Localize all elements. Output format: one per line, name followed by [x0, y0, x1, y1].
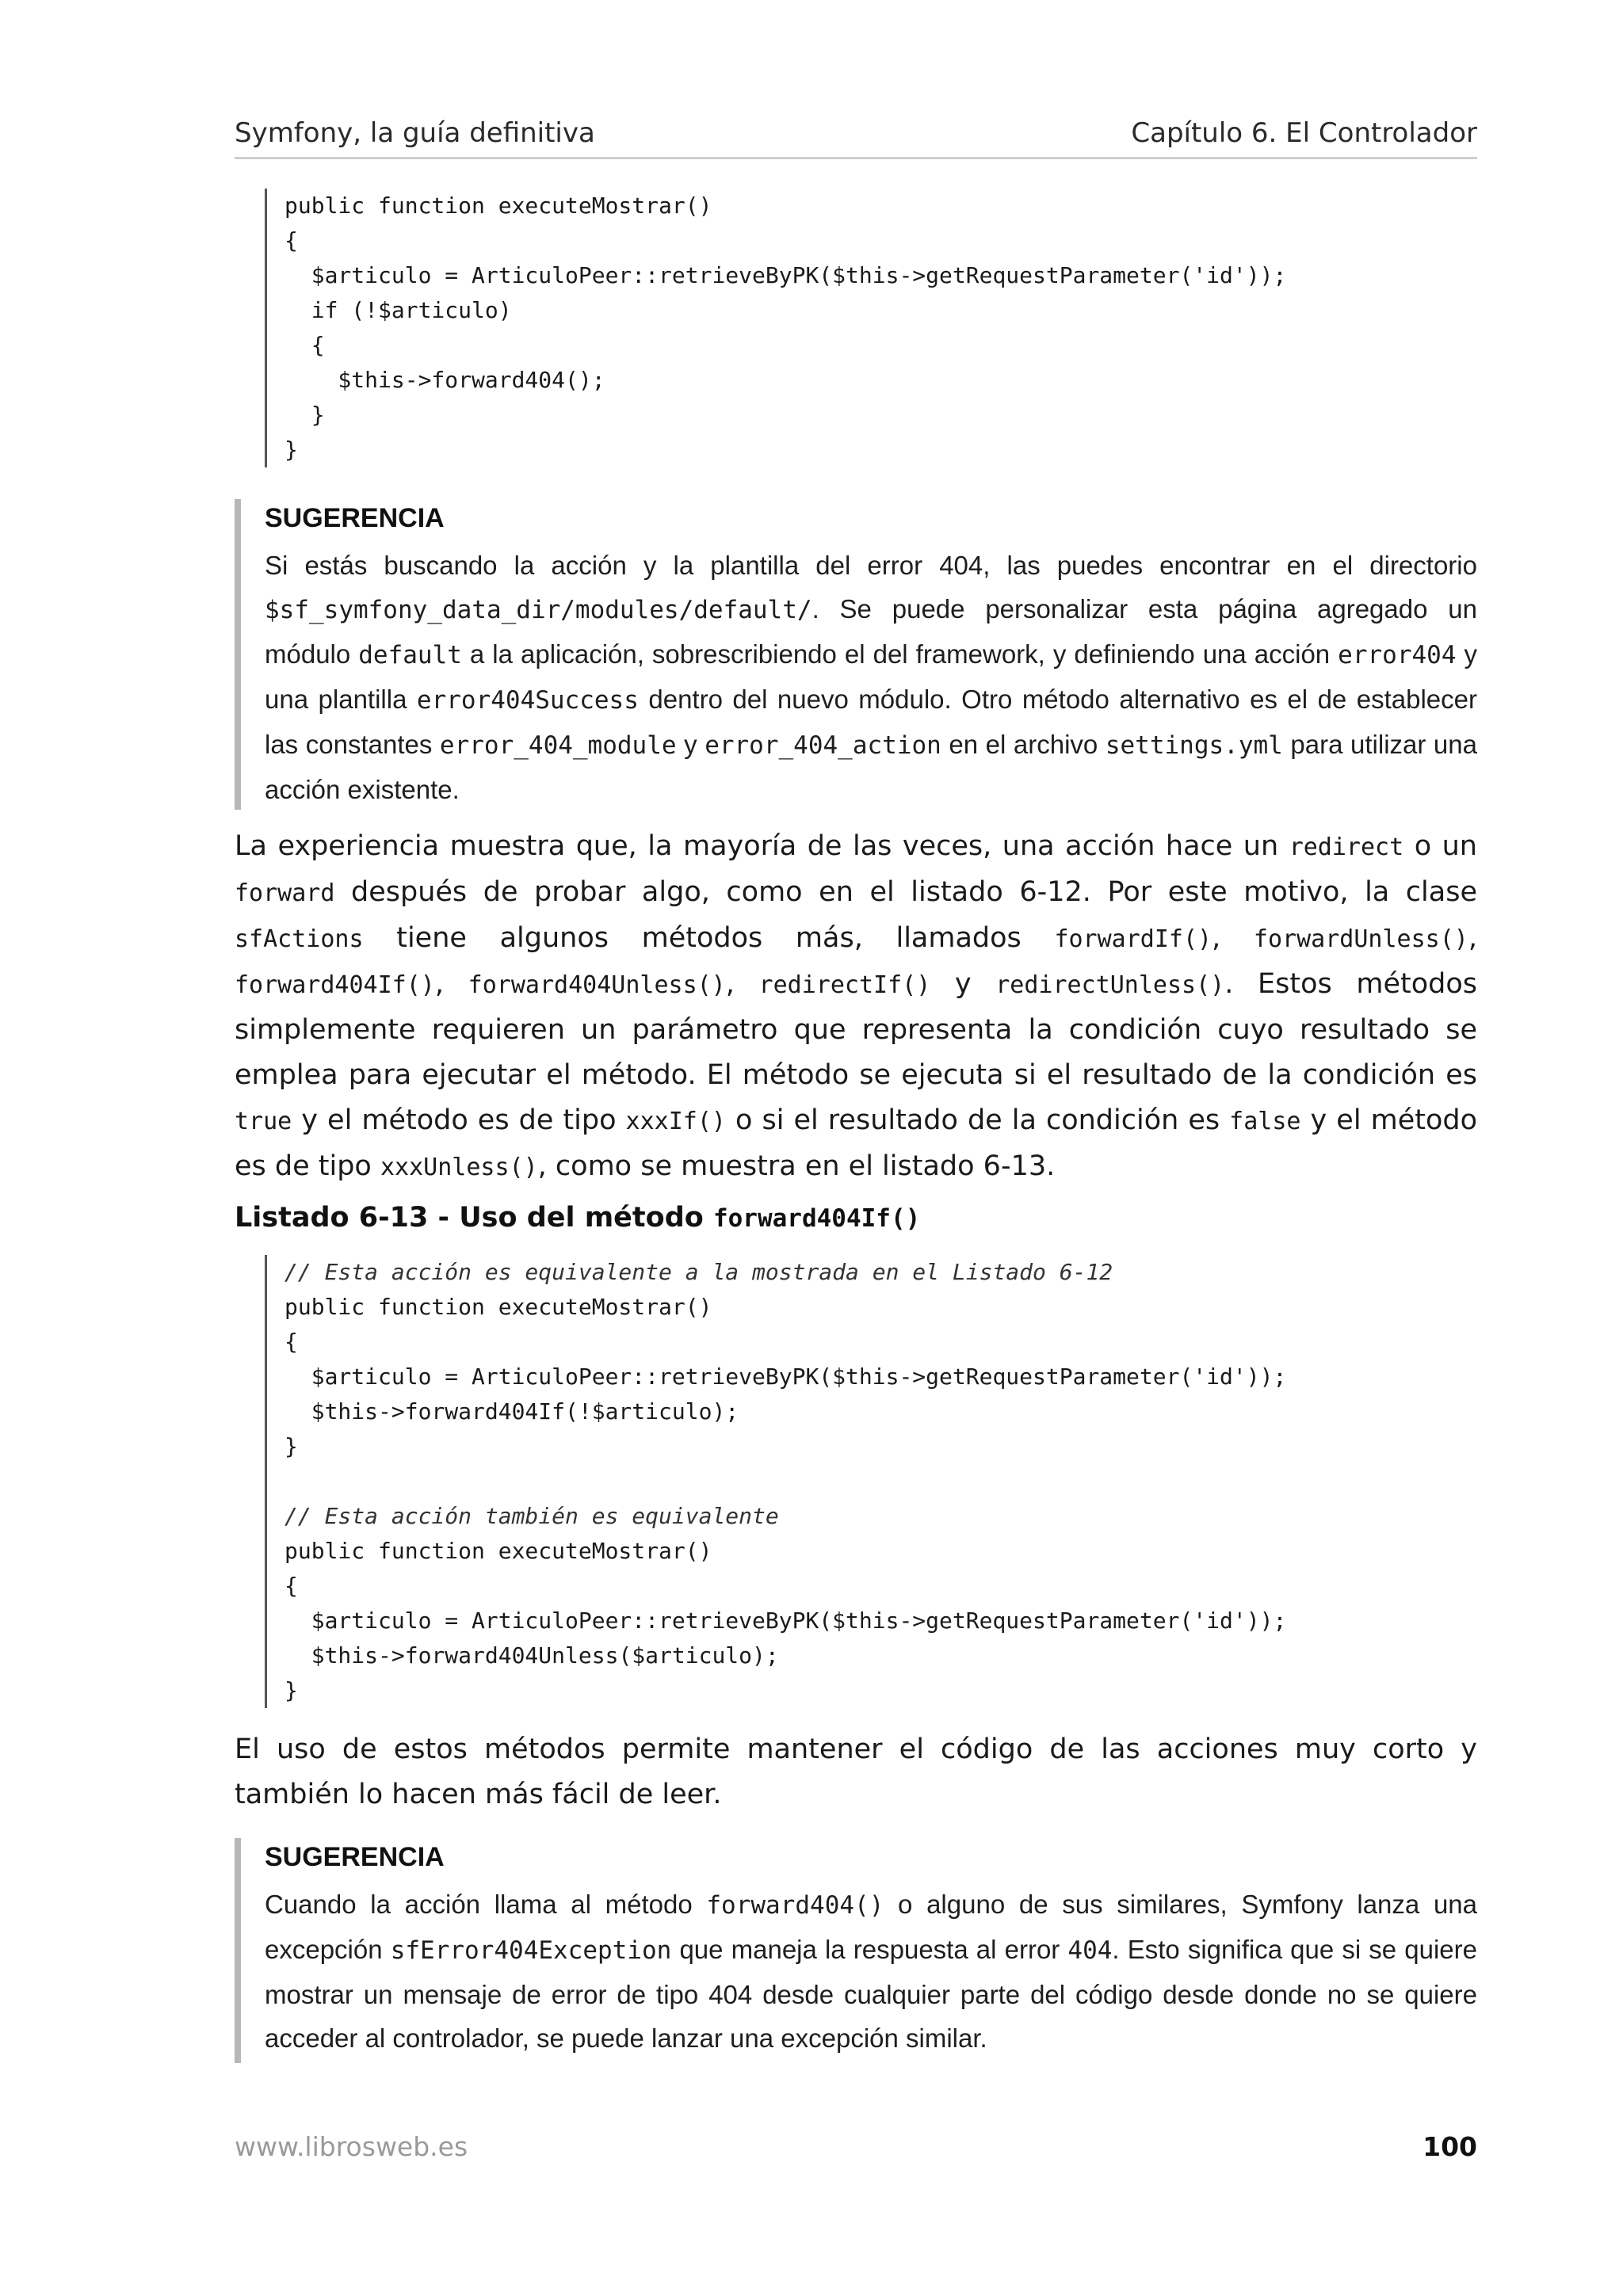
code-line: $this->forward404Unless($articulo);: [285, 1642, 779, 1669]
code-comment: // Esta acción es equivalente a la mostrada en el Listado 6-12: [285, 1259, 1113, 1285]
code-comment: // Esta acción también es equivalente: [285, 1503, 779, 1529]
code-line: $articulo = ArticuloPeer::retrieveByPK($this->getRequestParameter('id'));: [285, 1608, 1287, 1634]
listing-title: Listado 6-13 - Uso del método forward404If(): [235, 1202, 921, 1234]
site-url[interactable]: www.librosweb.es: [235, 2131, 468, 2162]
book-title: Symfony, la guía definitiva: [235, 117, 595, 149]
chapter-title: Capítulo 6. El Controlador: [1131, 117, 1477, 149]
tip-box: [235, 1838, 1477, 2063]
code-line: public function executeMostrar(): [285, 1294, 712, 1320]
code-line: {: [285, 332, 325, 358]
code-line: {: [285, 227, 298, 254]
code-line: $articulo = ArticuloPeer::retrieveByPK($this->getRequestParameter('id'));: [285, 262, 1287, 288]
code-line: if (!$articulo): [285, 297, 512, 323]
page-footer: [235, 2131, 1477, 2171]
code-line: }: [285, 1677, 298, 1703]
tip-text: Cuando la acción llama al método forward404() o alguno de sus similares, Symfony lanza una excepción sfError404Exception que maneja la respuesta al error 404. Esto significa que si se quiere mostrar un mensaje de error de tipo 404 desde cualquier parte del código desde donde no se quiere acceder al controlador, se puede lanzar una excepción similar.: [265, 1890, 1478, 2053]
code-block-execute-mostrar: [265, 189, 1286, 467]
tip-title: SUGERENCIA: [265, 503, 445, 533]
page-number: 100: [1423, 2131, 1477, 2162]
code-line: }: [285, 402, 325, 428]
running-header: [235, 117, 1477, 159]
document-page: [235, 0, 1477, 2296]
tip-box: [235, 499, 1477, 810]
code-line: }: [285, 1433, 298, 1459]
code-line: }: [285, 437, 298, 463]
tip-title: SUGERENCIA: [265, 1842, 445, 1872]
code-line: {: [285, 1329, 298, 1355]
code-line: [285, 1464, 1286, 1499]
code-line: public function executeMostrar(): [285, 193, 712, 219]
body-paragraph: La experiencia muestra que, la mayoría de las veces, una acción hace un redirect o un forward después de probar algo, como en el listado 6-12. Por este motivo, la clase sfActions tiene algunos métodos más, llamados forwardIf(), forwardUnless(), forward404If(), forward404Unless(), redirectIf() y redirectUnless(). Estos métodos simplemente requieren un parámetro que representa la condición cuyo resultado se emplea para ejecutar el método. El método se ejecuta si el resultado de la condición es true y el método es de tipo xxxIf() o si el resultado de la condición es false y el método es de tipo xxxUnless(), como se muestra en el listado 6-13.: [235, 830, 1477, 1182]
code-line: {: [285, 1573, 298, 1599]
code-block-listing-6-13: [265, 1255, 1286, 1708]
body-paragraph: El uso de estos métodos permite mantener el código de las acciones muy corto y también lo hacen más fácil de leer.: [235, 1733, 1477, 1810]
tip-text: Si estás buscando la acción y la plantilla del error 404, las puedes encontrar en el directorio $sf_symfony_data_dir/modules/default/. Se puede personalizar esta página agregado un módulo default a la aplicación, sobrescribiendo el del framework, y definiendo una acción error404 y una plantilla error404Success dentro del nuevo módulo. Otro método alternativo es el de establecer las constantes error_404_module y error_404_action en el archivo settings.yml para utilizar una acción existente.: [265, 551, 1477, 804]
code-line: $articulo = ArticuloPeer::retrieveByPK($this->getRequestParameter('id'));: [285, 1363, 1287, 1390]
code-line: $this->forward404If(!$articulo);: [285, 1398, 739, 1425]
code-line: public function executeMostrar(): [285, 1538, 712, 1564]
code-line: $this->forward404();: [285, 367, 605, 393]
